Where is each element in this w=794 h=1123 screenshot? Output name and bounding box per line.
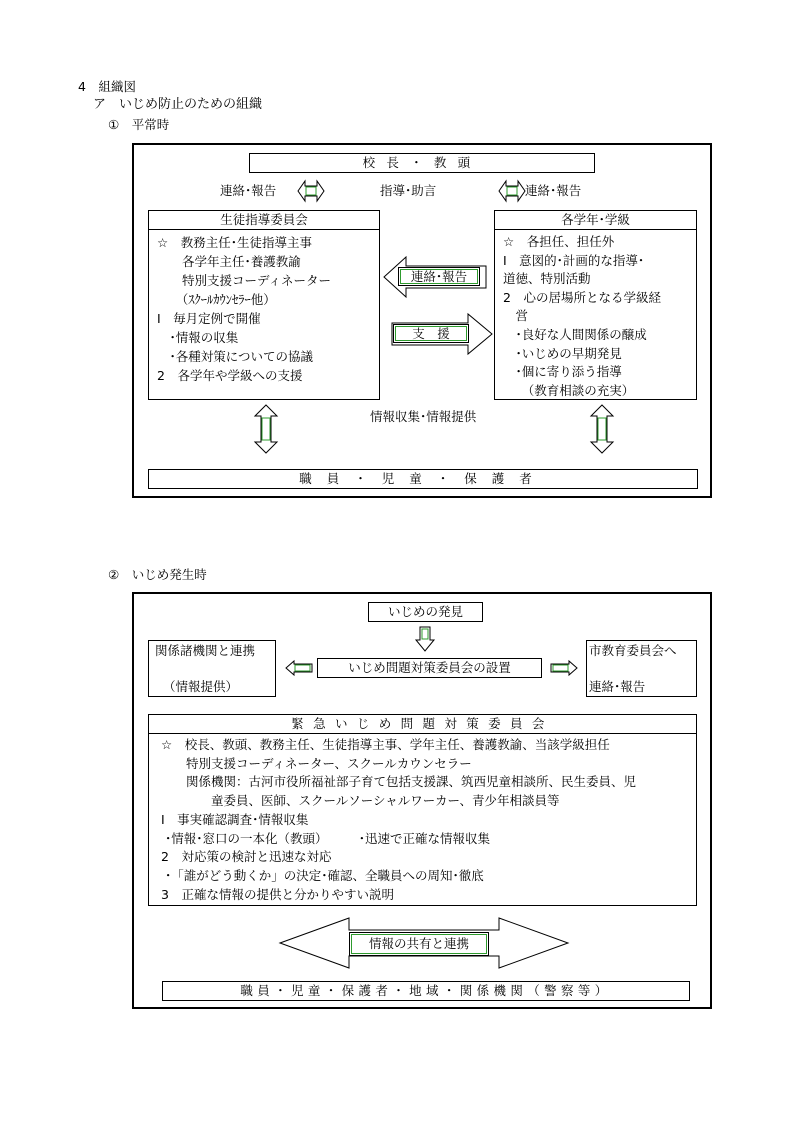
- left-connect-arrow-icon: [285, 660, 313, 676]
- content-line: ･情報･窓口の一本化（教頭） ･迅速で正確な情報収集: [161, 830, 490, 846]
- content-line: 各学年主任･養護教諭: [157, 254, 301, 269]
- content-line: 関係機関：古河市役所福祉部子育て包括支援課、筑西児童相談所、民生委員、児: [161, 774, 637, 790]
- staff-children-parents-box: 職員・児童・保護者: [148, 469, 698, 489]
- subsection-heading: ア いじめ防止のための組織: [93, 97, 263, 112]
- content-line: 営: [503, 308, 529, 324]
- info-share-label-box: [349, 932, 489, 956]
- content-line: ☆ 各担任、担任外: [503, 234, 615, 249]
- content-line: 2 各学年や学級への支援: [157, 368, 303, 383]
- committee-setup-box: いじめ問題対策委員会の設置: [317, 658, 542, 678]
- content-line: Ⅰ 事実確認調査･情報収集: [161, 811, 309, 827]
- incident-time-label: ② いじめ発生時: [108, 567, 207, 582]
- content-line: 童委員、医師、スクールソーシャルワーカー、青少年相談員等: [161, 793, 560, 809]
- right-vertical-double-arrow-icon: [589, 404, 615, 454]
- grade-class-title: 各学年･学級: [495, 211, 696, 230]
- grade-class-lines: [495, 230, 696, 400]
- content-line: ☆ 校長、教頭、教務主任、生徒指導主事、学年主任、養護教諭、当該学級担任: [161, 737, 610, 752]
- section-heading: 4 組織図: [78, 79, 136, 94]
- city-board-title: 市教育委員会へ: [589, 643, 677, 658]
- report-arrow-label: 連絡･報告: [410, 269, 468, 284]
- guidance-label: 指導･助言: [380, 183, 437, 198]
- student-guidance-committee-box: [148, 210, 380, 400]
- emergency-committee-title: 緊急いじめ問題対策委員会: [149, 715, 696, 734]
- left-vertical-double-arrow-icon: [253, 404, 279, 454]
- report-label-box: [398, 267, 480, 286]
- content-line: （教育相談の充実）: [503, 382, 635, 398]
- content-line: ･情報の収集: [157, 330, 239, 345]
- bullying-discovery-box: いじめの発見: [368, 602, 483, 622]
- content-line: 2 心の居場所となる学級経: [503, 289, 661, 305]
- support-label-box: [393, 324, 469, 343]
- staff-community-agencies-box: 職員・児童・保護者・地域・関係機関（警察等）: [162, 981, 690, 1001]
- content-line: 道徳、特別活動: [503, 271, 591, 287]
- left-top-double-arrow-icon: [296, 178, 326, 204]
- content-line: ･「誰がどう動くか」の決定･確認、全職員への周知･徹底: [161, 867, 484, 883]
- related-agencies-note: （情報提供）: [163, 679, 239, 694]
- content-line: 2 対応策の検討と迅速な対応: [161, 849, 332, 865]
- related-agencies-title: 関係諸機関と連携: [155, 643, 256, 658]
- right-report-label: 連絡･報告: [525, 183, 582, 198]
- content-line: ･いじめの早期発見: [503, 345, 622, 361]
- principal-vice-principal-box: 校長・教頭: [249, 153, 595, 173]
- content-line: ･良好な人間関係の醸成: [503, 326, 647, 342]
- grade-class-box: [494, 210, 697, 400]
- left-report-label: 連絡･報告: [220, 183, 277, 198]
- info-collection-label: 情報収集･情報提供: [370, 409, 477, 424]
- support-arrow-label: 支 援: [412, 326, 450, 341]
- discovery-down-arrow-icon: [415, 626, 435, 652]
- right-top-double-arrow-icon: [497, 178, 527, 204]
- right-connect-arrow-icon: [550, 660, 578, 676]
- student-guidance-committee-title: 生徒指導委員会: [149, 211, 379, 230]
- content-line: 特別支援コーディネーター、スクールカウンセラー: [161, 755, 472, 771]
- related-agencies-box: [148, 640, 276, 697]
- content-line: Ⅰ 毎月定例で開催: [157, 311, 261, 326]
- content-line: ☆ 教務主任･生徒指導主事: [157, 235, 312, 250]
- content-line: 3 正確な情報の提供と分かりやすい説明: [161, 886, 394, 902]
- content-line: ･各種対策についての協議: [157, 349, 314, 364]
- emergency-committee-box: [148, 714, 697, 906]
- content-line: Ⅰ 意図的･計画的な指導･: [503, 252, 645, 268]
- info-share-label: 情報の共有と連携: [368, 936, 469, 951]
- city-board-note: 連絡･報告: [589, 679, 646, 694]
- content-line: 特別支援コーディネーター: [157, 273, 332, 288]
- content-line: （ｽｸｰﾙｶｳﾝｾﾗｰ他）: [157, 292, 276, 307]
- emergency-committee-lines: [149, 734, 696, 904]
- normal-time-label: ① 平常時: [108, 117, 170, 132]
- content-line: ･個に寄り添う指導: [503, 364, 622, 380]
- student-guidance-committee-lines: [149, 230, 379, 385]
- city-board-box: [586, 640, 697, 697]
